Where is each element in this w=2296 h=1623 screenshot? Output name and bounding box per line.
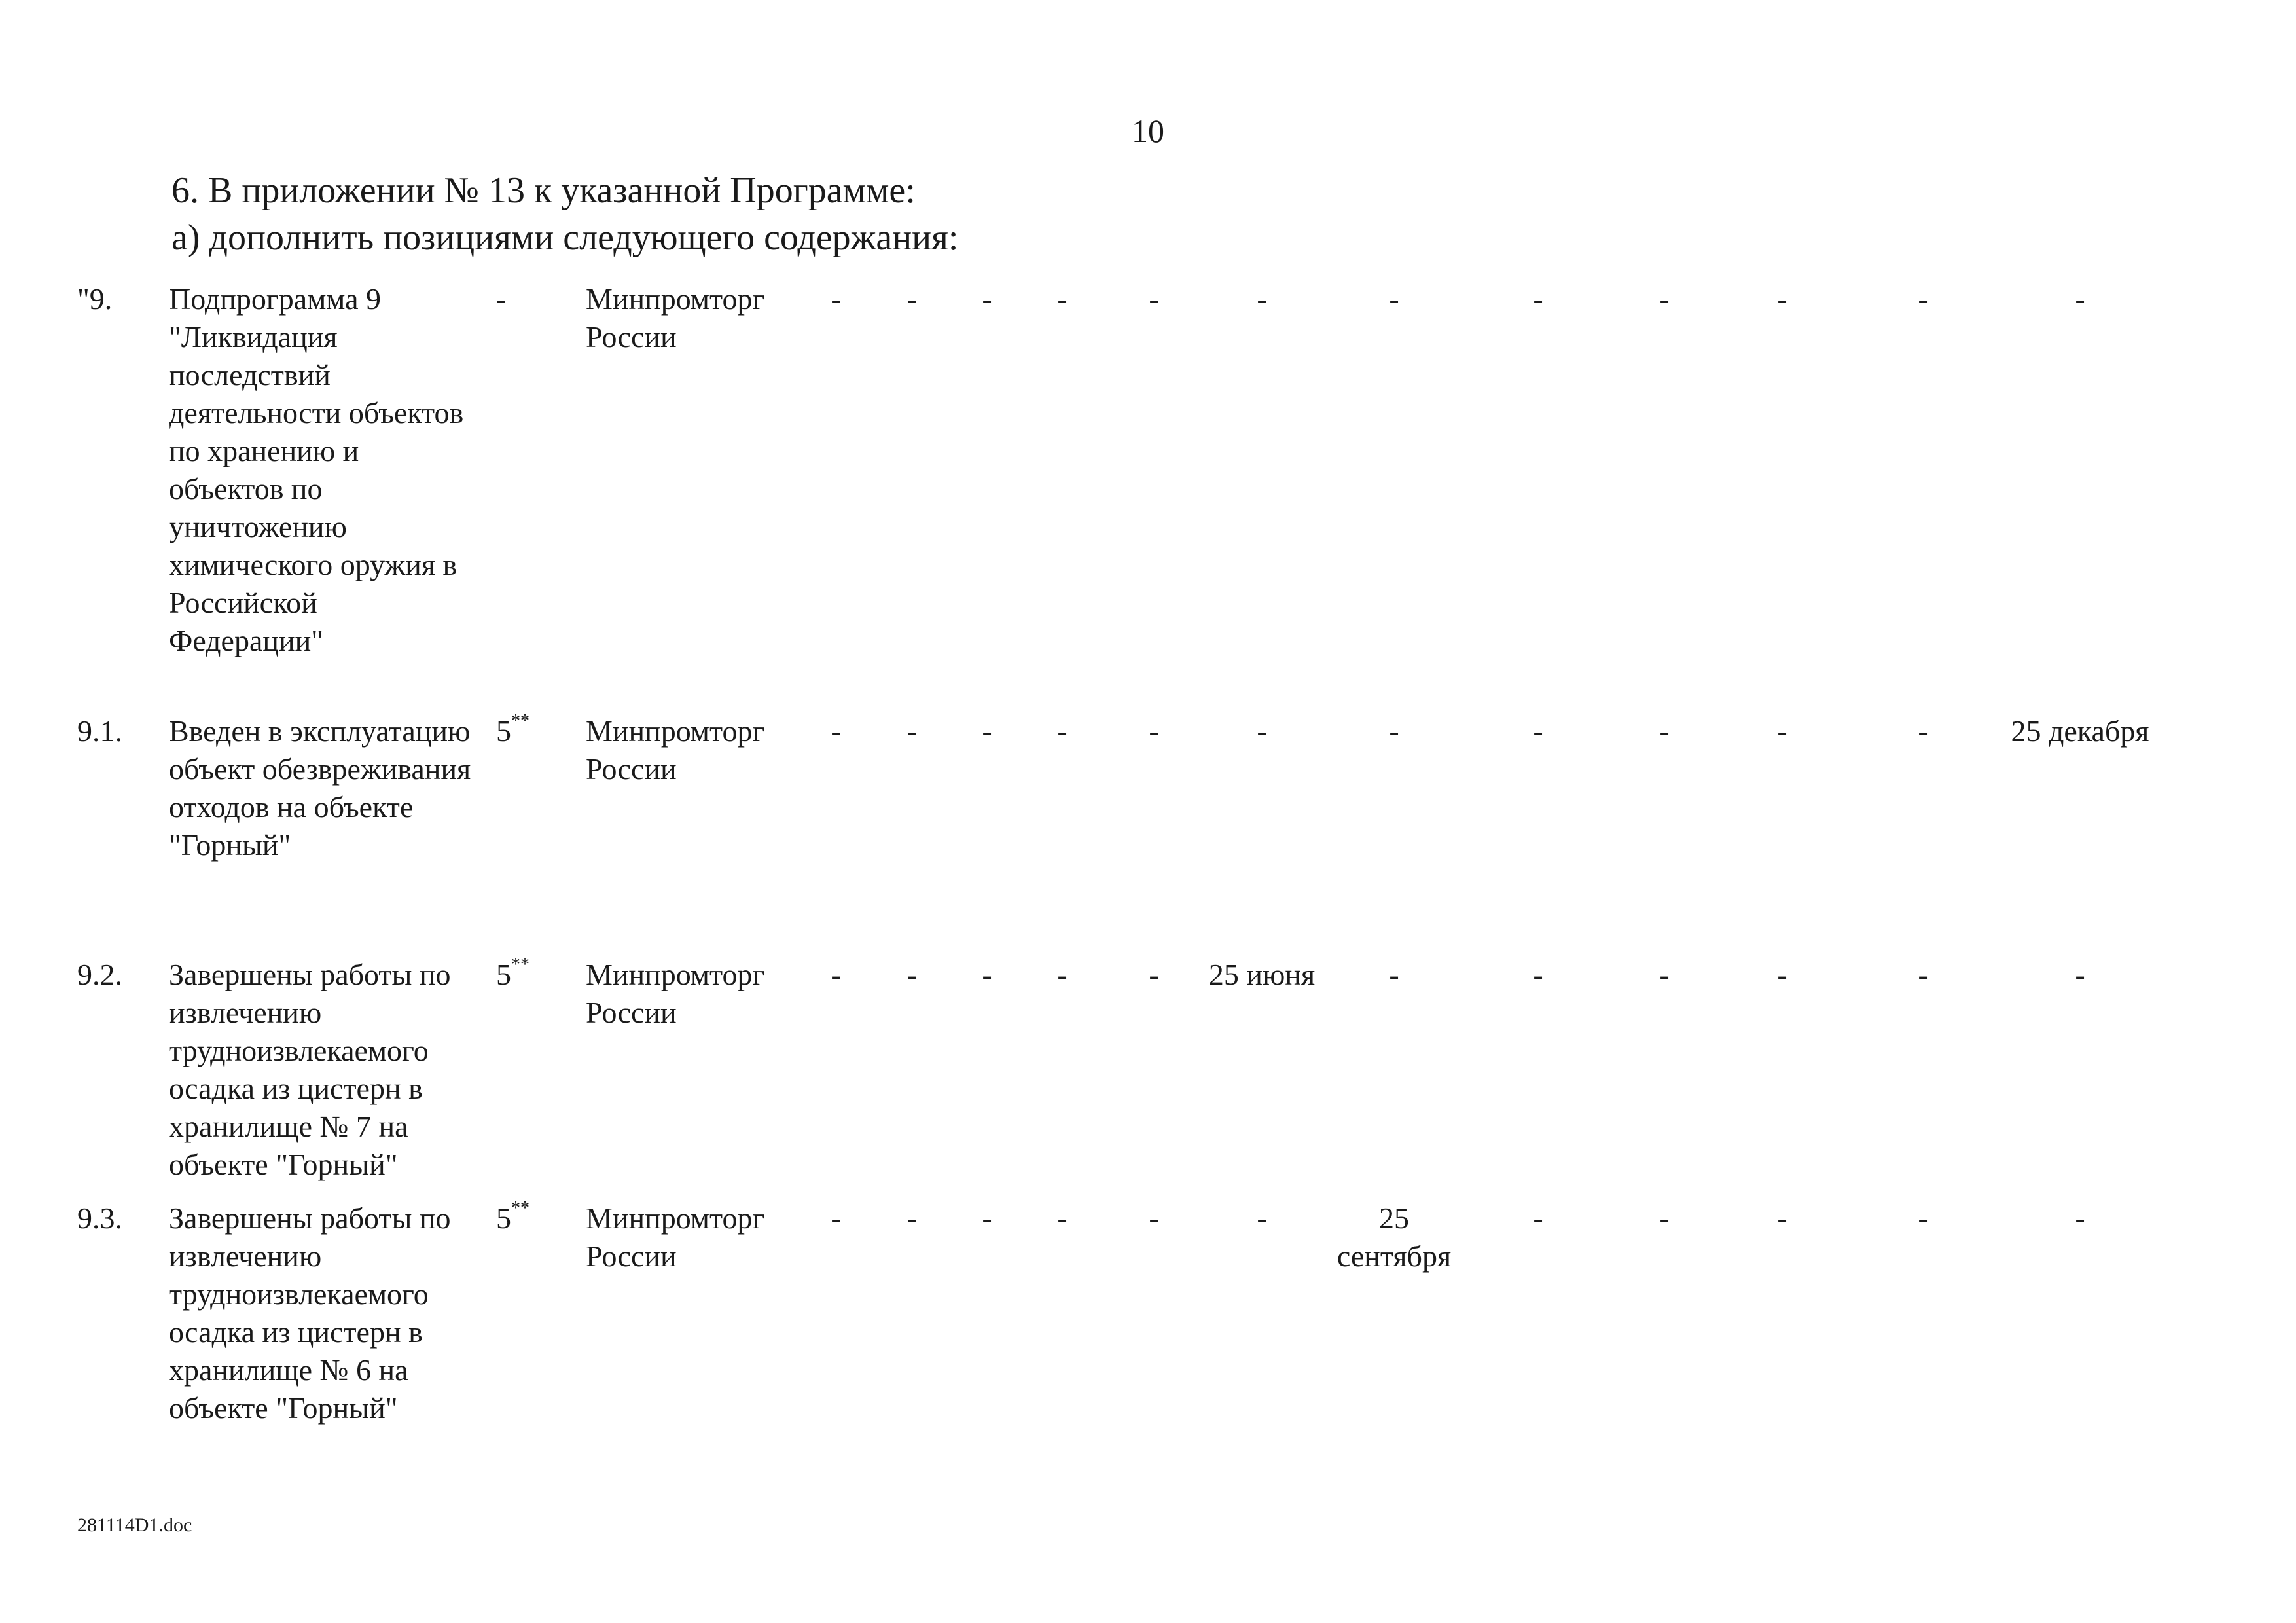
footer-filename: 281114D1.doc xyxy=(77,1514,192,1536)
row-ministry: Минпромторг России xyxy=(586,958,765,1029)
row-code-footnote-mark: ** xyxy=(511,710,529,731)
row-deadline-value: - xyxy=(1057,282,1067,316)
row-deadline-value: - xyxy=(1533,714,1543,748)
amendment-instruction: а) дополнить позициями следующего содержания: xyxy=(171,217,959,258)
row-code-footnote-mark: ** xyxy=(511,1197,529,1218)
page-number: 10 xyxy=(1132,113,1164,149)
row-deadline-value: - xyxy=(1777,1201,1787,1235)
row-number: "9. xyxy=(77,282,113,316)
row-code xyxy=(496,1199,535,1237)
row-ministry: Минпромторг России xyxy=(586,1201,765,1273)
row-deadline-value: - xyxy=(1057,1201,1067,1235)
row-code xyxy=(496,956,535,994)
row-deadline-value: - xyxy=(831,282,841,316)
row-number: 9.2. xyxy=(77,958,122,991)
row-deadline-value: - xyxy=(906,282,917,316)
row-deadline-value: - xyxy=(982,958,992,991)
row-deadline-value: - xyxy=(1389,282,1399,316)
row-deadline-value: - xyxy=(2075,282,2085,316)
row-ministry: Минпромторг России xyxy=(586,282,765,354)
row-deadline-value: - xyxy=(1777,714,1787,748)
row-deadline-value: - xyxy=(1777,282,1787,316)
row-deadline-value: - xyxy=(1659,282,1670,316)
row-deadline-value: - xyxy=(1149,958,1159,991)
row-deadline-value: - xyxy=(1389,958,1399,991)
row-ministry: Минпромторг России xyxy=(586,714,765,786)
row-number: 9.3. xyxy=(77,1201,122,1235)
row-deadline-value: - xyxy=(1533,282,1543,316)
row-deadline-value: - xyxy=(1149,282,1159,316)
row-code-value: 5 xyxy=(496,714,511,748)
amendment-heading: 6. В приложении № 13 к указанной Программе: xyxy=(171,170,916,211)
row-deadline-value: - xyxy=(1057,958,1067,991)
row-deadline-value: - xyxy=(2075,958,2085,991)
row-title: Подпрограмма 9 "Ликвидация последствий деятельности объектов по хранению и объектов по уничтожению химического оружия в Российской Федерации" xyxy=(169,282,464,657)
row-deadline-value: 25 сентября xyxy=(1336,1201,1452,1273)
row-deadline-value: - xyxy=(982,1201,992,1235)
row-deadline-value: - xyxy=(1149,1201,1159,1235)
row-code xyxy=(496,280,535,318)
row-deadline-value: - xyxy=(1533,1201,1543,1235)
row-code-value: 5 xyxy=(496,958,511,991)
row-deadline-value: - xyxy=(1777,958,1787,991)
row-deadline-value: - xyxy=(1918,282,1928,316)
row-code-value: - xyxy=(496,282,507,316)
row-deadline-value: - xyxy=(982,282,992,316)
row-deadline-value: 25 июня xyxy=(1208,958,1316,991)
row-deadline-value: - xyxy=(906,1201,917,1235)
row-code-footnote-mark: ** xyxy=(511,954,529,975)
row-deadline-value: - xyxy=(1389,714,1399,748)
row-deadline-value: 25 декабря xyxy=(2011,714,2149,748)
row-deadline-value: - xyxy=(831,1201,841,1235)
row-deadline-value: - xyxy=(1659,958,1670,991)
row-deadline-value: - xyxy=(831,714,841,748)
row-deadline-value: - xyxy=(831,958,841,991)
row-deadline-value: - xyxy=(1659,714,1670,748)
row-title: Завершены работы по извлечению трудноизвлекаемого осадка из цистерн в хранилище № 6 на объекте "Горный" xyxy=(169,1201,451,1425)
row-deadline-value: - xyxy=(1918,1201,1928,1235)
row-deadline-value: - xyxy=(1257,1201,1267,1235)
row-deadline-value: - xyxy=(982,714,992,748)
row-deadline-value: - xyxy=(1659,1201,1670,1235)
row-deadline-value: - xyxy=(1257,282,1267,316)
row-deadline-value: - xyxy=(2075,1201,2085,1235)
row-deadline-value: - xyxy=(1533,958,1543,991)
row-deadline-value: - xyxy=(906,714,917,748)
row-deadline-value: - xyxy=(1057,714,1067,748)
row-deadline-value: - xyxy=(1257,714,1267,748)
row-deadline-value: - xyxy=(1918,958,1928,991)
row-title: Введен в эксплуатацию объект обезвреживания отходов на объекте "Горный" xyxy=(169,714,471,862)
row-deadline-value: - xyxy=(1149,714,1159,748)
row-deadline-value: - xyxy=(906,958,917,991)
row-number: 9.1. xyxy=(77,714,122,748)
row-code xyxy=(496,712,535,750)
row-deadline-value: - xyxy=(1918,714,1928,748)
row-code-value: 5 xyxy=(496,1201,511,1235)
row-title: Завершены работы по извлечению трудноизвлекаемого осадка из цистерн в хранилище № 7 на объекте "Горный" xyxy=(169,958,451,1181)
